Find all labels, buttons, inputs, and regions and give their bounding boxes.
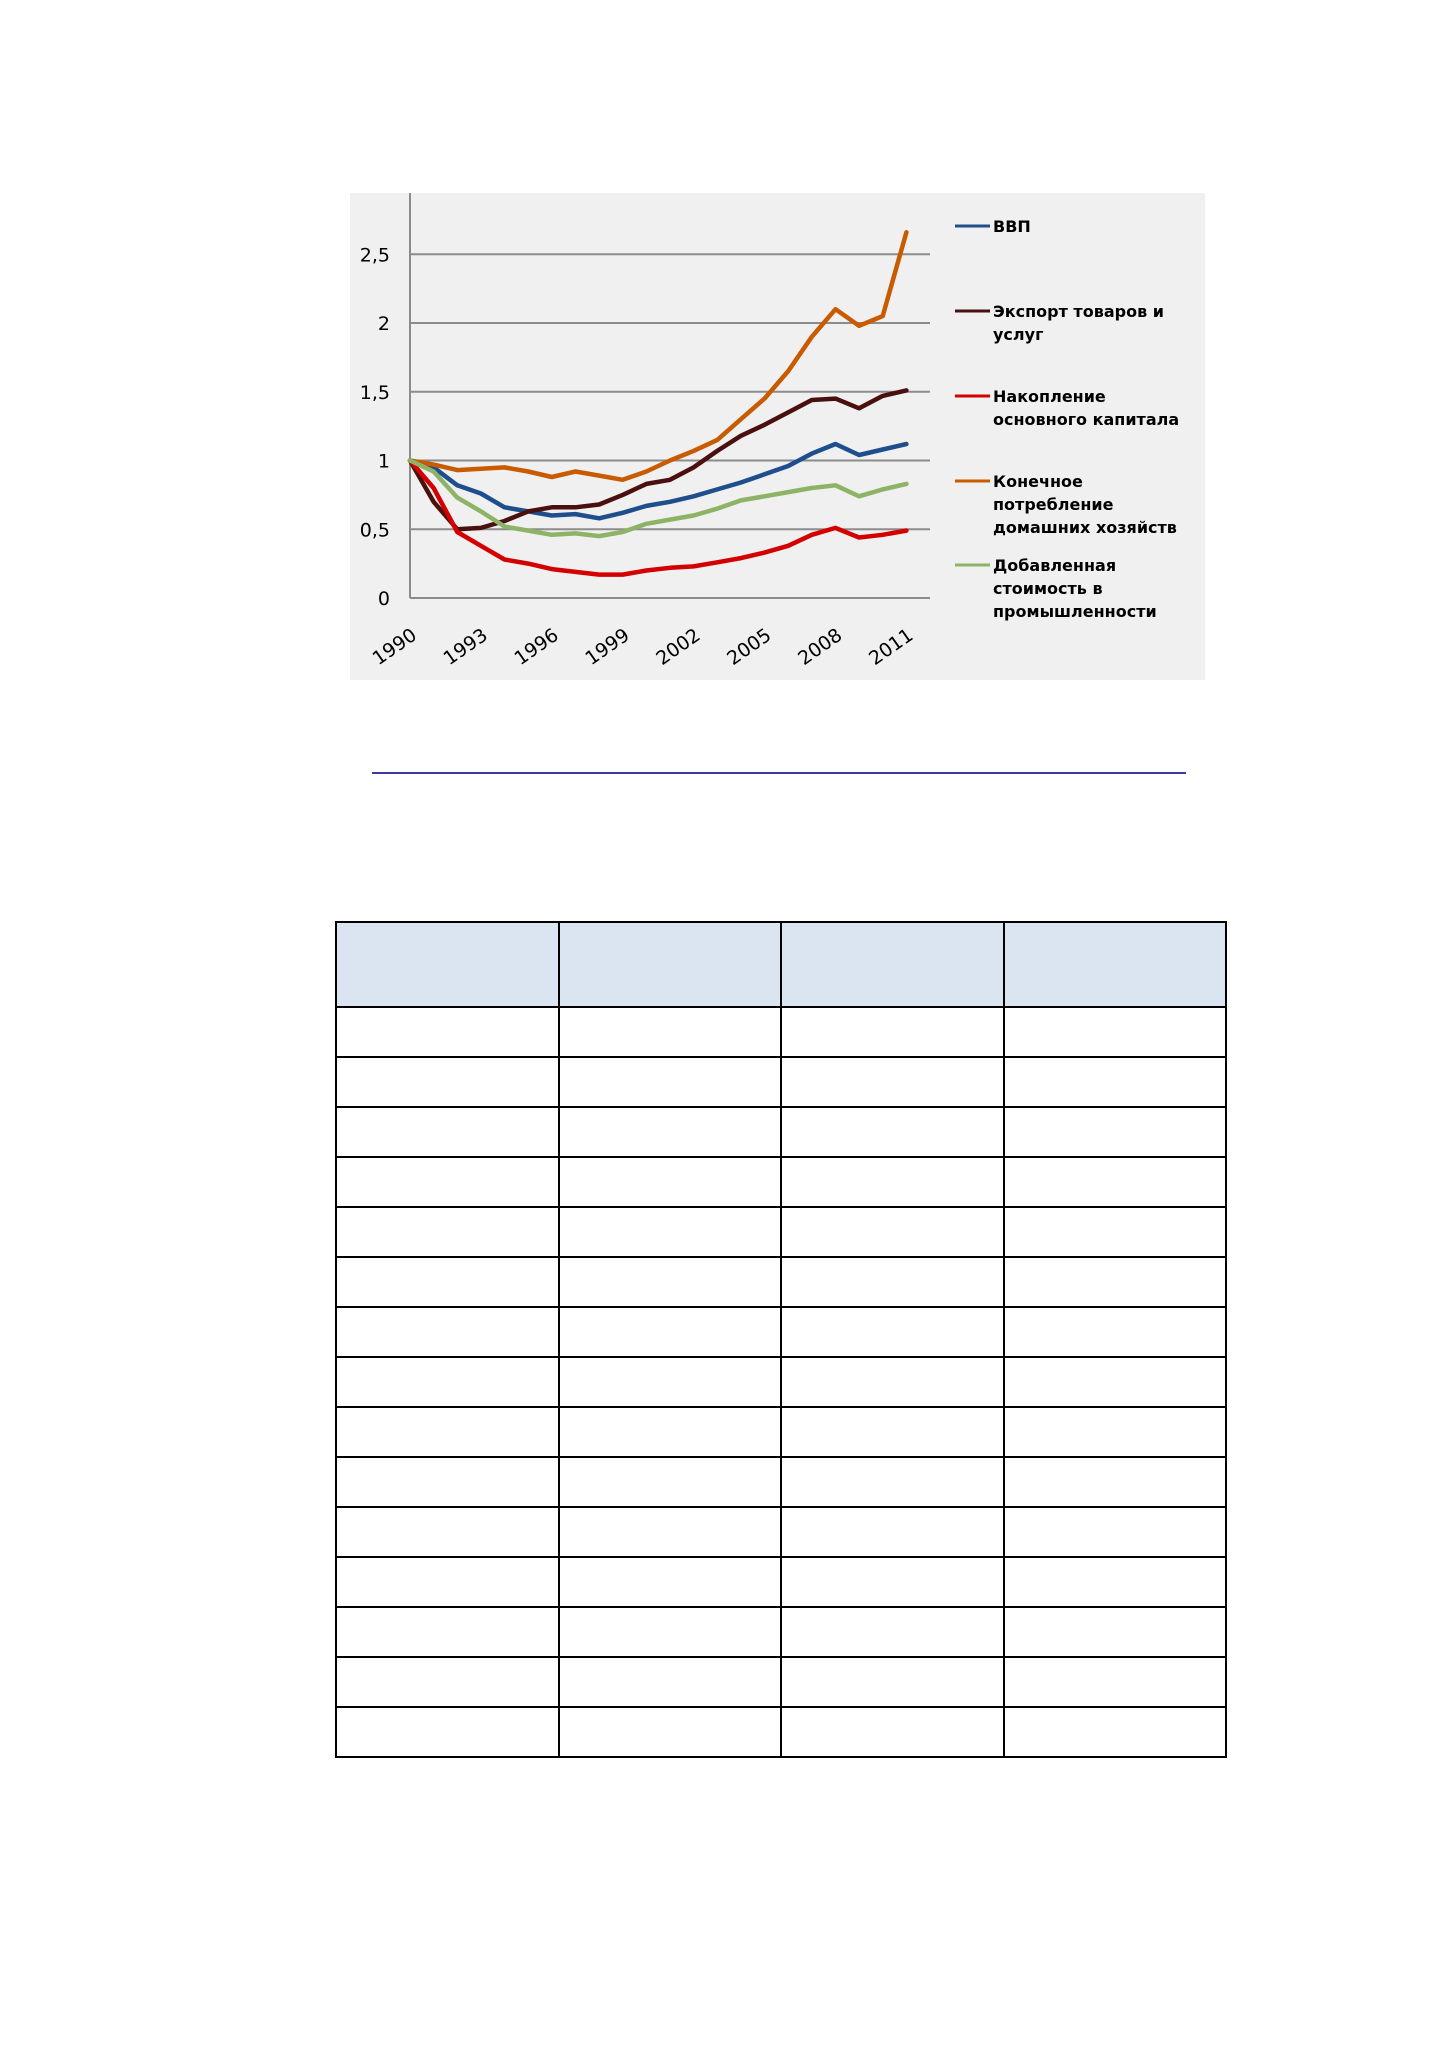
table-row bbox=[336, 1457, 1226, 1507]
table-cell bbox=[781, 1057, 1004, 1107]
table-cell bbox=[781, 1257, 1004, 1307]
table-cell bbox=[559, 1107, 782, 1157]
table-cell bbox=[559, 1007, 782, 1057]
table-row bbox=[336, 1307, 1226, 1357]
series-line-2 bbox=[410, 461, 906, 575]
table-cell bbox=[559, 1557, 782, 1607]
table-row bbox=[336, 1057, 1226, 1107]
table-row bbox=[336, 1007, 1226, 1057]
table-cell bbox=[336, 1007, 559, 1057]
legend-label: Добавленная bbox=[993, 556, 1117, 575]
y-tick-labels bbox=[360, 244, 390, 610]
table-header-row bbox=[336, 922, 1226, 1007]
table-cell bbox=[781, 1007, 1004, 1057]
table-row bbox=[336, 1107, 1226, 1157]
empty-data-table bbox=[335, 921, 1227, 1758]
table-row bbox=[336, 1557, 1226, 1607]
table-cell bbox=[1004, 1707, 1227, 1757]
table-cell bbox=[559, 1207, 782, 1257]
table-cell bbox=[1004, 1307, 1227, 1357]
legend-label: стоимость в bbox=[993, 579, 1103, 598]
table-cell bbox=[336, 1457, 559, 1507]
x-tick-label: 2011 bbox=[864, 624, 918, 670]
table-cell bbox=[1004, 1557, 1227, 1607]
legend-label: Экспорт товаров и bbox=[993, 302, 1164, 321]
table-cell bbox=[781, 1457, 1004, 1507]
x-tick-label: 1990 bbox=[368, 624, 421, 670]
y-tick-label: 0,5 bbox=[359, 519, 390, 542]
table-cell bbox=[1004, 1257, 1227, 1307]
table-cell bbox=[1004, 1207, 1227, 1257]
y-tick-label: 1,5 bbox=[359, 381, 390, 404]
table-row bbox=[336, 1507, 1226, 1557]
line-chart bbox=[350, 193, 1205, 680]
legend-label: промышленности bbox=[993, 602, 1157, 621]
table-cell bbox=[781, 1357, 1004, 1407]
y-tick-label: 1 bbox=[377, 450, 390, 473]
table-cell bbox=[559, 1507, 782, 1557]
table-cell bbox=[1004, 1357, 1227, 1407]
legend-label: основного капитала bbox=[993, 410, 1180, 429]
table-cell bbox=[559, 1457, 782, 1507]
table-cell bbox=[781, 1507, 1004, 1557]
table-cell bbox=[336, 1057, 559, 1107]
link-underline[interactable] bbox=[372, 772, 1186, 774]
table-cell bbox=[559, 1307, 782, 1357]
table-cell bbox=[336, 1157, 559, 1207]
table-cell bbox=[1004, 1657, 1227, 1707]
table-cell bbox=[1004, 1457, 1227, 1507]
legend-label: домашних хозяйств bbox=[993, 518, 1177, 537]
x-tick-label: 1993 bbox=[439, 624, 492, 670]
table-cell bbox=[336, 1407, 559, 1457]
table-cell bbox=[559, 1707, 782, 1757]
table-cell bbox=[336, 1357, 559, 1407]
table-cell bbox=[559, 1657, 782, 1707]
table-cell bbox=[559, 1157, 782, 1207]
series-lines bbox=[410, 232, 906, 574]
table-body bbox=[336, 1007, 1226, 1757]
table-row bbox=[336, 1407, 1226, 1457]
table-header-cell bbox=[559, 922, 782, 1007]
x-tick-label: 1999 bbox=[581, 624, 634, 670]
gridlines bbox=[410, 254, 930, 529]
table-cell bbox=[336, 1557, 559, 1607]
table-row bbox=[336, 1257, 1226, 1307]
table-cell bbox=[1004, 1057, 1227, 1107]
legend-label: потребление bbox=[993, 495, 1114, 514]
y-tick-label: 2,5 bbox=[359, 244, 390, 267]
table-cell bbox=[559, 1607, 782, 1657]
table-cell bbox=[781, 1557, 1004, 1607]
table-row bbox=[336, 1607, 1226, 1657]
table-cell bbox=[559, 1057, 782, 1107]
x-tick-label: 2008 bbox=[794, 624, 847, 670]
table-cell bbox=[336, 1307, 559, 1357]
table-cell bbox=[781, 1607, 1004, 1657]
table-cell bbox=[336, 1107, 559, 1157]
series-line-3 bbox=[410, 232, 906, 479]
legend bbox=[955, 217, 1179, 621]
table-cell bbox=[336, 1257, 559, 1307]
table-header-cell bbox=[1004, 922, 1227, 1007]
table-cell bbox=[781, 1407, 1004, 1457]
x-tick-label: 2005 bbox=[723, 624, 776, 670]
table-cell bbox=[781, 1207, 1004, 1257]
table-row bbox=[336, 1157, 1226, 1207]
table-cell bbox=[1004, 1007, 1227, 1057]
table-cell bbox=[781, 1307, 1004, 1357]
legend-label: ВВП bbox=[993, 217, 1031, 236]
table-cell bbox=[1004, 1107, 1227, 1157]
legend-label: услуг bbox=[993, 325, 1044, 344]
table-cell bbox=[781, 1107, 1004, 1157]
x-tick-labels bbox=[369, 624, 918, 670]
table-cell bbox=[781, 1157, 1004, 1207]
table-row bbox=[336, 1357, 1226, 1407]
table-cell bbox=[559, 1357, 782, 1407]
table-cell bbox=[336, 1507, 559, 1557]
table-header-cell bbox=[781, 922, 1004, 1007]
table-cell bbox=[559, 1257, 782, 1307]
table-cell bbox=[336, 1207, 559, 1257]
table-row bbox=[336, 1207, 1226, 1257]
x-tick-label: 2002 bbox=[652, 624, 705, 670]
x-tick-label: 1996 bbox=[510, 624, 563, 670]
table-cell bbox=[781, 1657, 1004, 1707]
y-tick-label: 2 bbox=[377, 313, 390, 335]
table-cell bbox=[1004, 1407, 1227, 1457]
table-cell bbox=[336, 1707, 559, 1757]
table-row bbox=[336, 1657, 1226, 1707]
legend-label: Конечное bbox=[993, 472, 1083, 491]
table-cell bbox=[336, 1607, 559, 1657]
legend-label: Накопление bbox=[993, 387, 1106, 406]
table-row bbox=[336, 1707, 1226, 1757]
table-cell bbox=[781, 1707, 1004, 1757]
table-header-cell bbox=[336, 922, 559, 1007]
chart-panel bbox=[350, 193, 1205, 680]
table-cell bbox=[559, 1407, 782, 1457]
table-cell bbox=[1004, 1507, 1227, 1557]
table-cell bbox=[1004, 1157, 1227, 1207]
table-cell bbox=[1004, 1607, 1227, 1657]
y-tick-label: 0 bbox=[377, 588, 390, 610]
table-cell bbox=[336, 1657, 559, 1707]
